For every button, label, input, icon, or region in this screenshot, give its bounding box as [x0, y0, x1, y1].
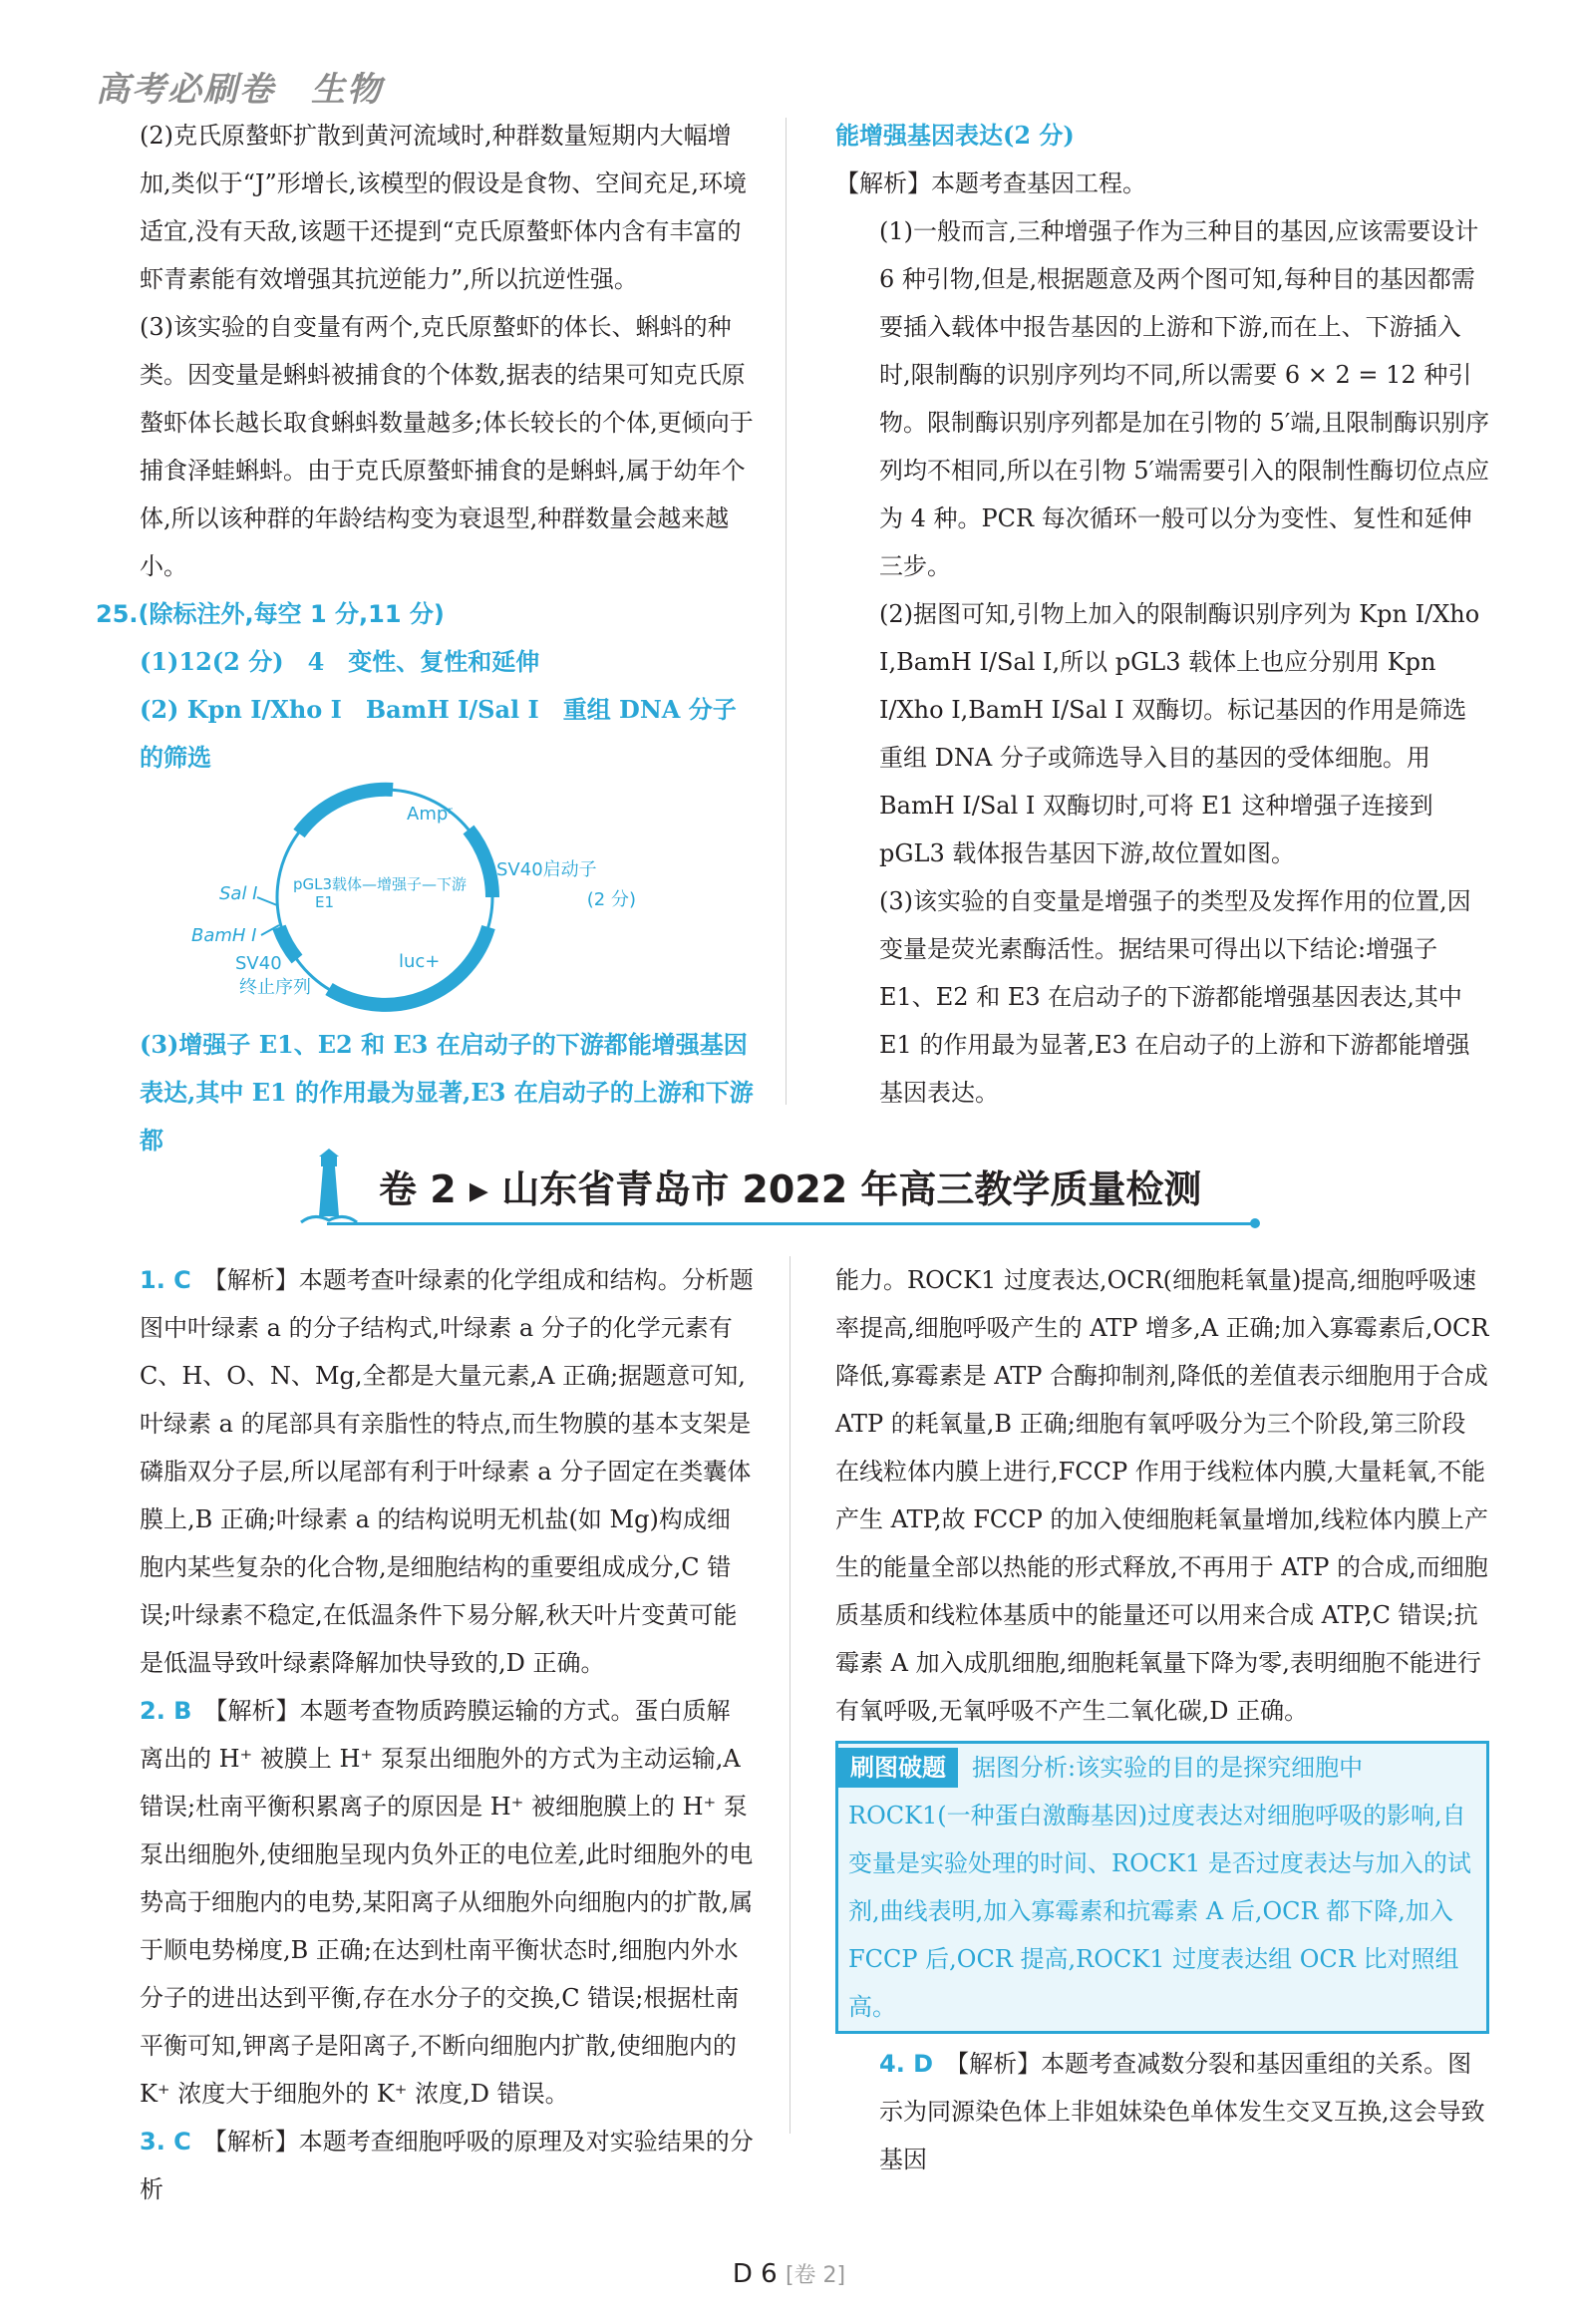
- top-left-column-continued: [96, 1021, 754, 1164]
- question-2-answer: [96, 1687, 754, 2118]
- analysis-paragraph: (2)据图可知,引物上加入的限制酶识别序列为 Kpn Ⅰ/Xho Ⅰ,BamH Ⅰ/Sal Ⅰ,所以 pGL3 载体上也应分别用 Kpn Ⅰ/Xho Ⅰ,BamH Ⅰ/Sal Ⅰ 双酶切。标记基因的作用是筛选重组 DNA 分子或筛选导入目的基因的受体细胞。用 BamH Ⅰ/Sal Ⅰ 双酶切时,可将 E1 这种增强子连接到 pGL3 载体报告基因下游,故位置如图。: [879, 600, 1480, 867]
- top-left-column: [96, 112, 754, 782]
- answer-paragraph: (3)该实验的自变量有两个,克氏原螯虾的体长、蝌蚪的种类。因变量是蝌蚪被捕食的个体数,据表的结果可知克氏原螯虾体长越长取食蝌蚪数量越多;体长较长的个体,更倾向于捕食泽蛙蝌蚪。由于克氏原螯虾捕食的是蝌蚪,属于幼年个体,所以该种群的年龄结构变为衰退型,种群数量会越来越小。: [140, 313, 754, 580]
- page-header-title: 高考必刷卷 生物: [96, 70, 383, 110]
- luc-label: luc+: [399, 951, 441, 972]
- answer-line: (3)增强子 E1、E2 和 E3 在启动子的下游都能增强基因表达,其中 E1 的作用最为显著,E3 在启动子的上游和下游都: [140, 1030, 754, 1155]
- column-divider: [786, 118, 787, 1105]
- section-title: 卷 2 ▸ 山东省青岛市 2022 年高三教学质量检测: [379, 1167, 1202, 1211]
- tip-tag: 刷图破题: [838, 1748, 958, 1788]
- answer-number: 4. D: [879, 2050, 934, 2078]
- answer-number: 3. C: [140, 2128, 191, 2156]
- analysis-heading: 【解析】本题考查基因工程。: [835, 169, 1146, 197]
- answer-paragraph: 能力。ROCK1 过度表达,OCR(细胞耗氧量)提高,细胞呼吸速率提高,细胞呼吸产生的 ATP 增多,A 正确;加入寡霉素后,OCR 降低,寡霉素是 ATP 合酶抑制剂,降低的差值表示细胞用于合成 ATP 的耗氧量,B 正确;细胞有氧呼吸分为三个阶段,第三阶段在线粒体内膜上进行,FCCP 作用于线粒体内膜,大量耗氧,不能产生 ATP,故 FCCP 的加入使细胞耗氧量增加,线粒体内膜上产生的能量全部以热能的形式释放,不再用于 ATP 的合成,而细胞质基质和线粒体基质中的能量还可以用来合成 ATP,C 错误;抗霉素 A 加入成肌细胞,细胞耗氧量下降为零,表明细胞不能进行有氧呼吸,无氧呼吸不产生二氧化碳,D 正确。: [835, 1266, 1489, 1725]
- bam-site-label: BamH Ⅰ: [191, 925, 257, 946]
- lighthouse-icon: [299, 1147, 359, 1228]
- answer-line: 能增强基因表达(2 分): [835, 121, 1075, 150]
- answer-paragraph: (2)克氏原螯虾扩散到黄河流域时,种群数量短期内大幅增加,类似于“J”形增长,该模型的假设是食物、空间充足,环境适宜,没有天敌,该题干还提到“克氏原螯虾体内含有丰富的虾青素能有效增强其抗逆能力”,所以抗逆性强。: [140, 122, 748, 293]
- page-sub-label: [卷 2]: [785, 2263, 846, 2288]
- answer-line: (2) Kpn Ⅰ/Xho Ⅰ BamH Ⅰ/Sal Ⅰ 重组 DNA 分子的筛选: [140, 695, 737, 772]
- answer-line: (1)12(2 分) 4 变性、复性和延伸: [140, 647, 540, 676]
- plasmid-score: (2 分): [586, 889, 636, 910]
- section-underline: [327, 1222, 1254, 1225]
- analysis-paragraph: (1)一般而言,三种增强子作为三种目的基因,应该需要设计6 种引物,但是,根据题意及两个图可知,每种目的基因都需要插入载体中报告基因的上游和下游,而在上、下游插入时,限制酶的识别序列均不同,所以需要 6 × 2 = 12 种引物。限制酶识别序列都是加在引物的 5′端,且限制酶识别序列均不相同,所以在引物 5′端需要引入的限制性酶切位点应为 4 种。PCR 每次循环一般可以分为变性、复性和延伸三步。: [879, 217, 1489, 580]
- answer-text: 【解析】本题考查细胞呼吸的原理及对实验结果的分析: [140, 2128, 754, 2203]
- plasmid-diagram: [179, 778, 648, 1027]
- page-footer: [0, 2258, 1578, 2289]
- section-underline-dot: [1250, 1218, 1260, 1228]
- bottom-left-column: [96, 1256, 754, 2213]
- ampr-label: Ampʳ: [407, 804, 453, 825]
- page-number: D 6: [732, 2259, 778, 2289]
- tip-box: [835, 1741, 1489, 2034]
- sv40-promoter-label: SV40启动子: [496, 859, 597, 880]
- answer-text: 【解析】本题考查减数分裂和基因重组的关系。图示为同源染色体上非姐妹染色单体发生交叉互换,这会导致基因: [879, 2050, 1485, 2173]
- question-3-answer: [96, 2118, 754, 2213]
- question-1-answer: [96, 1256, 754, 1687]
- e1-label: E1: [315, 893, 335, 911]
- question-25-heading: 25.(除标注外,每空 1 分,11 分): [96, 600, 445, 628]
- bottom-right-column: [835, 1256, 1489, 2183]
- ampr-segment: [299, 790, 393, 833]
- column-divider: [789, 1256, 790, 2134]
- sv40-terminator-label: 终止序列: [239, 977, 311, 998]
- answer-text: 【解析】本题考查物质跨膜运输的方式。蛋白质解离出的 H⁺ 被膜上 H⁺ 泵泵出细胞外的方式为主动运输,A 错误;杜南平衡积累离子的原因是 H⁺ 被细胞膜上的 H⁺ 泵泵出细胞外,使细胞呈现内负外正的电位差,此时细胞外的电势高于细胞内的电势,某阳离子从细胞外向细胞内的扩散,属于顺电势梯度,B 正确;在达到杜南平衡状态时,细胞内外水分子的进出达到平衡,存在水分子的交换,C 错误;根据杜南平衡可知,钾离子是阳离子,不断向细胞内扩散,使细胞内的 K⁺ 浓度大于细胞外的 K⁺ 浓度,D 错误。: [140, 1697, 754, 2108]
- sv40-terminator-segment: [279, 927, 297, 959]
- sal-site-pointer: [257, 897, 277, 905]
- top-right-column: [835, 112, 1489, 1117]
- sal-site-label: Sal Ⅰ: [219, 883, 258, 904]
- plasmid-center-label: pGL3载体—增强子—下游: [293, 875, 468, 893]
- sv40-promoter-segment: [469, 830, 492, 897]
- sv40-terminator-label: SV40: [235, 953, 282, 974]
- section-banner: [299, 1147, 1266, 1236]
- analysis-paragraph: (3)该实验的自变量是增强子的类型及发挥作用的位置,因变量是荧光素酶活性。据结果可得出以下结论:增强子 E1、E2 和 E3 在启动子的下游都能增强基因表达,其中 E1 的作用最为显著,E3 在启动子的上游和下游都能增强基因表达。: [879, 887, 1471, 1107]
- answer-text: 【解析】本题考查叶绿素的化学组成和结构。分析题图中叶绿素 a 的分子结构式,叶绿素 a 分子的化学元素有 C、H、O、N、Mg,全都是大量元素,A 正确;据题意可知,叶绿素 a 的尾部具有亲脂性的特点,而生物膜的基本支架是磷脂双分子层,所以尾部有利于叶绿素 a 分子固定在类囊体膜上,B 正确;叶绿素 a 的结构说明无机盐(如 Mg)构成细胞内某些复杂的化合物,是细胞结构的重要组成成分,C 错误;叶绿素不稳定,在低温条件下易分解,秋天叶片变黄可能是低温导致叶绿素降解加快导致的,D 正确。: [140, 1266, 754, 1677]
- answer-number: 2. B: [140, 1697, 192, 1725]
- question-4-answer: [835, 2040, 1489, 2183]
- answer-number: 1. C: [140, 1266, 191, 1294]
- tip-text: 据图分析:该实验的目的是探究细胞中 ROCK1(一种蛋白激酶基因)过度表达对细胞呼吸的影响,自变量是实验处理的时间、ROCK1 是否过度表达与加入的试剂,曲线表明,加入寡霉素和抗霉素 A 后,OCR 都下降,加入 FCCP 后,OCR 提高,ROCK1 过度表达组 OCR 比对照组高。: [848, 1754, 1471, 2021]
